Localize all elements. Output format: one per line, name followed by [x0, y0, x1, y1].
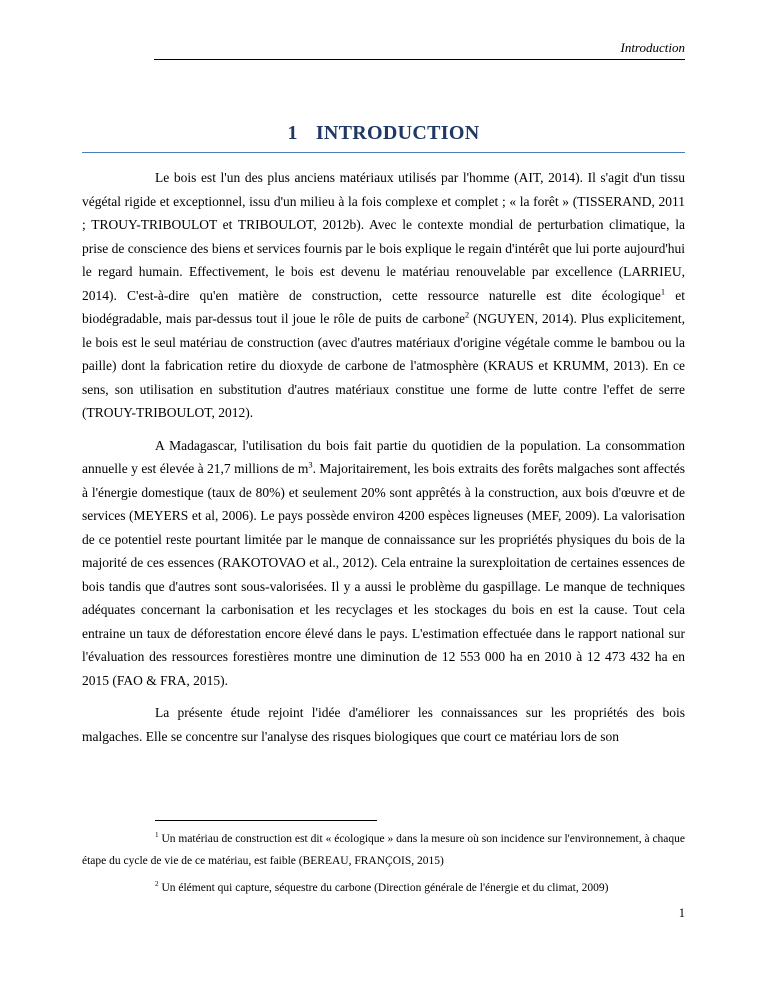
paragraph-2: [82, 434, 685, 693]
paragraph-3: [82, 701, 685, 748]
exponent-cubic-meter: 3: [308, 460, 313, 470]
body-text: [82, 166, 685, 748]
chapter-title: INTRODUCTION: [315, 122, 480, 144]
footnote-1-number: 1: [155, 831, 159, 840]
page-number: 1: [678, 906, 685, 920]
paragraph-3-text: La présente étude rejoint l'idée d'améliorer les connaissances sur les propriétés des bois malgaches. Elle se concentre sur l'analyse des risques biologiques que court ce matériau lors de son: [82, 705, 685, 744]
content-area: [82, 0, 685, 757]
heading-rule: [82, 152, 685, 153]
footnotes-section: [82, 820, 685, 904]
running-head-text: Introduction: [620, 40, 685, 55]
paragraph-2-text-b: . Majoritairement, les bois extraits des forêts malgaches sont affectés à l'énergie domestique (taux de 80%) et seulement 20% sont apprêtés à la construction, aux bois d'œuvre et de services (MEYERS et al, 2006). Le pays possède environ 4200 espèces ligneuses (MEF, 2009). La valorisation de ce potentiel reste pourtant limitée par le manque de connaissance sur les propriétés physiques du bois de la majorité de ces essences (RAKOTOVAO et al., 2012). Cela entraine la surexploitation de certaines essences de bois tandis que d'autres sont sous-valorisées. Il y a aussi le problème du gaspillage. Le manque de techniques adéquates concernant la carbonisation et les recyclages et les stockages du bois en est la cause. Tout cela entraine un taux de déforestation encore élevé dans le pays. L'estimation effectuée dans le rapport national sur l'évaluation des ressources forestières montre une diminution de 12 553 000 ha en 2010 à 12 473 432 ha en 2015 (FAO & FRA, 2015).: [82, 461, 685, 688]
footnote-separator: [155, 820, 377, 821]
page-header: [82, 0, 685, 59]
footnote-2: [82, 877, 685, 899]
chapter-number: 1: [287, 122, 298, 144]
footnote-ref-2: 2: [464, 310, 470, 320]
paragraph-1-text-c: (NGUYEN, 2014). Plus explicitement, le bois est le seul matériau de construction (avec d'autres matériaux d'origine végétale comme le bambou ou la paille) dont la fabrication retire du dioxyde de carbone de l'atmosphère (KRAUS et KRUMM, 2013). En ce sens, son utilisation en substitution d'autres matériaux constitue une forme de lutte contre l'effet de serre (TROUY-TRIBOULOT, 2012).: [82, 311, 685, 420]
footnote-2-number: 2: [155, 880, 159, 889]
header-rule: [154, 59, 685, 60]
paragraph-2-text-a: A Madagascar, l'utilisation du bois fait partie du quotidien de la population. La consommation annuelle y est élevée à 21,7 millions de m: [82, 437, 685, 476]
chapter-heading: [82, 122, 685, 145]
footnote-1: [82, 828, 685, 872]
paragraph-1-text-a: Le bois est l'un des plus anciens matériaux utilisés par l'homme (AIT, 2014). Il s'agit d'un tissu végétal rigide et exceptionnel, issu d'un milieu à la fois complexe et complet ; « la forêt » (TISSERAND, 2011 ; TROUY-TRIBOULOT et TRIBOULOT, 2012b). Avec le contexte mondial de perturbation climatique, la prise de conscience des biens et services fournis par le bois explique le regain d'intérêt que lui porte aujourd'hui le regard humain. Effectivement, le bois est devenu le matériau renouvelable par excellence (LARRIEU, 2014). C'est-à-dire qu'en matière de construction, cette ressource naturelle est dite écologique: [82, 170, 685, 303]
paragraph-1-text-b: et biodégradable, mais par-dessus tout il joue le rôle de puits de carbone: [82, 287, 685, 326]
footnote-1-text: Un matériau de construction est dit « écologique » dans la mesure où son incidence sur l'environnement, à chaque étape du cycle de vie de ce matériau, est faible (BEREAU, FRANÇOIS, 2015): [82, 833, 686, 867]
footnote-2-text: Un élément qui capture, séquestre du carbone (Direction générale de l'énergie et du climat, 2009): [158, 882, 609, 894]
footnote-ref-1: 1: [660, 287, 666, 296]
paragraph-1: [82, 166, 685, 425]
